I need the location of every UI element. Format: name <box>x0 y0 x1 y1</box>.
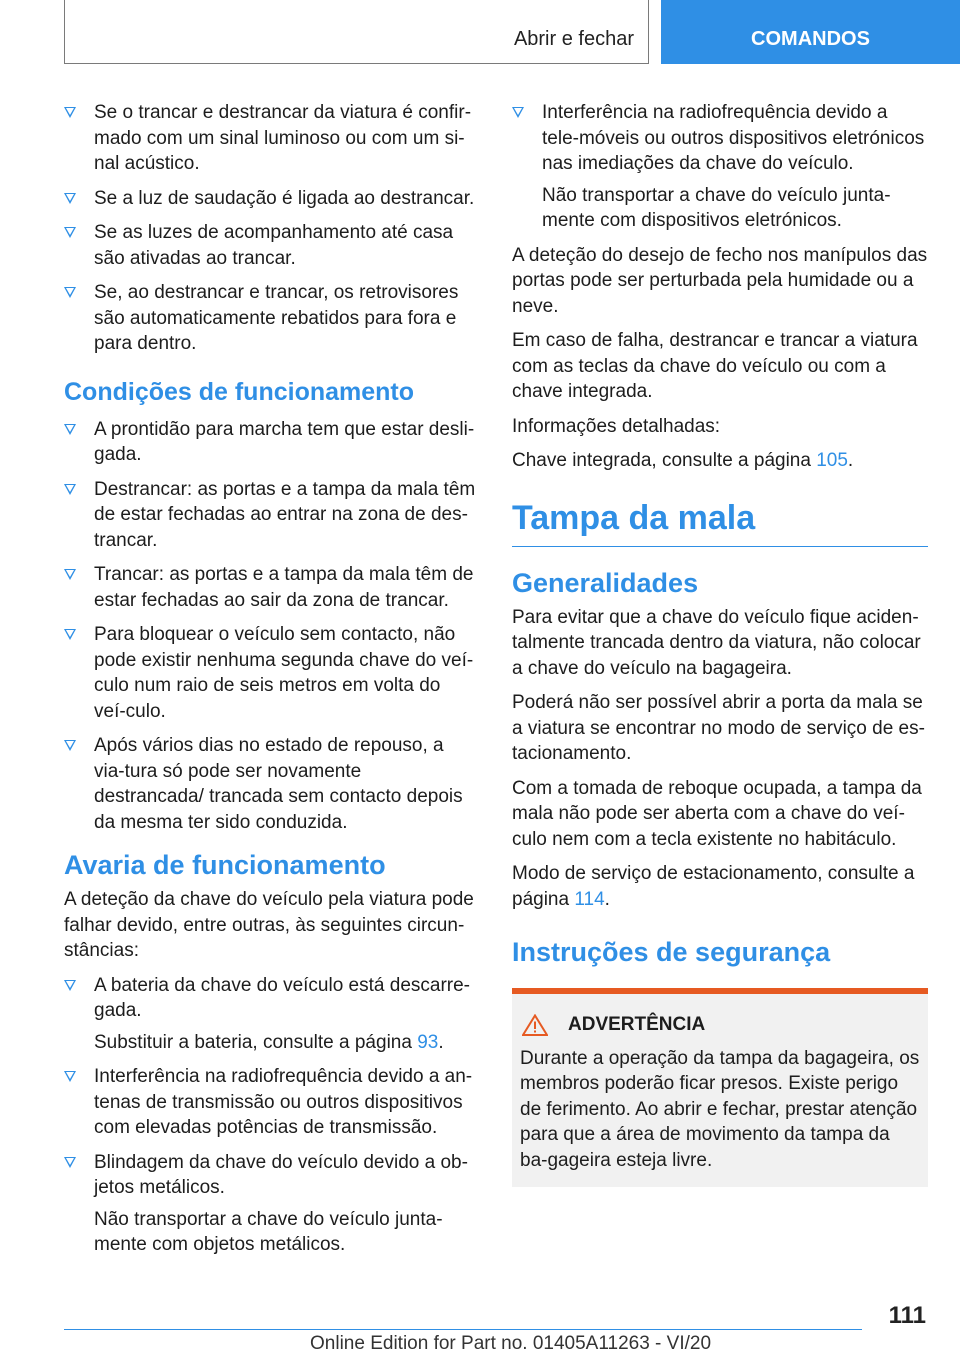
paragraph: Em caso de falha, destrancar e trancar a viatura com as teclas da chave do veículo ou com a chave integrada. <box>512 330 918 402</box>
warning-triangle-icon <box>522 1014 548 1036</box>
list-item: Destrancar: as portas e a tampa da mala têm de estar fechadas ao entrar na zona de des-trancar. <box>64 477 476 554</box>
bullet-triangle-icon <box>512 107 524 118</box>
bullet-triangle-icon <box>64 740 76 751</box>
list-item: A bateria da chave do veículo está descarre-gada. <box>64 973 476 1024</box>
page-link-114[interactable]: 114 <box>574 888 605 910</box>
header-chapter-tab <box>661 0 960 64</box>
bullet-triangle-icon <box>64 484 76 495</box>
list-item: A prontidão para marcha tem que estar desli-gada. <box>64 417 476 468</box>
bullet-triangle-icon <box>64 1157 76 1168</box>
list-item: Trancar: as portas e a tampa da mala têm de estar fechadas ao sair da zona de trancar. <box>64 562 476 613</box>
heading-general: Generalidades <box>512 567 699 598</box>
paragraph: Poderá não ser possível abrir a porta da mala se a viatura se encontrar no modo de serviço de es-tacionamento. <box>512 692 925 764</box>
footer-edition: Online Edition for Part no. 01405A11263 - VI/20 <box>310 1333 712 1354</box>
paragraph: Chave integrada, consulte a página 105. <box>512 450 854 471</box>
paragraph: Para evitar que a chave do veículo fique aciden-talmente trancada dentro da viatura, não colocar a chave do veículo na bagageira. <box>512 606 921 679</box>
list-item-note: Não transportar a chave do veículo junta-mente com objetos metálicos. <box>94 1208 443 1255</box>
heading-malfunction: Avaria de funcionamento <box>64 850 386 880</box>
warning-title: ADVERTÊNCIA <box>568 1014 706 1035</box>
list-item: Após vários dias no estado de repouso, a via-tura só pode ser novamente destrancada/ trancada sem contacto depois da mesma ter sido conduzida. <box>64 733 476 835</box>
list-item: Se a luz de saudação é ligada ao destrancar. <box>64 186 476 212</box>
warning-box <box>512 988 928 1187</box>
bullet-triangle-icon <box>64 424 76 435</box>
warning-text: Durante a operação da tampa da bagageira, os membros poderão ficar presos. Existe perigo de ferimento. Ao abrir e fechar, prestar atenção para que a área de movimento da tampa da ba-gageira esteja livre. <box>520 1047 920 1171</box>
paragraph: Informações detalhadas: <box>512 415 721 437</box>
list-item: Se, ao destrancar e trancar, os retrovisores são automaticamente rebatidos para fora e para dentro. <box>64 280 476 357</box>
bullet-triangle-icon <box>64 107 76 118</box>
list-item-note: Não transportar a chave do veículo junta-mente com dispositivos eletrónicos. <box>542 184 891 231</box>
list-item-note: Substituir a bateria, consulte a página 93. <box>94 1031 444 1053</box>
bullet-triangle-icon <box>64 287 76 298</box>
list-item: Para bloquear o veículo sem contacto, não pode existir nenhuma segunda chave do veí-culo num raio de seis metros em volta do veí-culo. <box>64 622 476 724</box>
right-column <box>512 100 928 1187</box>
paragraph: Modo de serviço de estacionamento, consulte a página 114. <box>512 863 915 910</box>
heading-trunk-lid: Tampa da mala <box>512 498 928 547</box>
bullet-triangle-icon <box>64 569 76 580</box>
heading-safety: Instruções de segurança <box>512 937 831 967</box>
list-item: Se o trancar e destrancar da viatura é confir-mado com um sinal luminoso ou com um si-nal acústico. <box>64 100 476 177</box>
paragraph: Com a tomada de reboque ocupada, a tampa da mala não pode ser aberta com a chave do veí-culo nem com a tecla existente no habitáculo. <box>512 777 922 850</box>
list-item: Interferência na radiofrequência devido a an-tenas de transmissão ou outros dispositivos com elevadas potências de transmissão. <box>64 1064 476 1141</box>
list-item: Interferência na radiofrequência devido a tele-móveis ou outros dispositivos eletrónicos nas imediações da chave do veículo. <box>512 100 928 177</box>
footer-divider <box>64 1329 862 1330</box>
bullet-triangle-icon <box>64 629 76 640</box>
bullet-triangle-icon <box>64 1071 76 1082</box>
heading-conditions: Condições de funcionamento <box>64 377 415 406</box>
bullet-triangle-icon <box>64 193 76 204</box>
paragraph: A deteção do desejo de fecho nos manípulos das portas pode ser perturbada pela humidade ou a neve. <box>512 244 928 317</box>
bullet-triangle-icon <box>64 980 76 991</box>
bullet-triangle-icon <box>64 227 76 238</box>
malfunction-intro: A deteção da chave do veículo pela viatura pode falhar devido, entre outras, às seguintes circun-stâncias: <box>64 889 474 961</box>
warning-header <box>520 1012 920 1038</box>
list-item: Se as luzes de acompanhamento até casa são ativadas ao trancar. <box>64 220 476 271</box>
list-item: Blindagem da chave do veículo devido a ob-jetos metálicos. <box>64 1150 476 1201</box>
left-column <box>64 100 476 1267</box>
header-chapter-label: COMANDOS <box>751 27 870 50</box>
page-link-93[interactable]: 93 <box>417 1031 439 1053</box>
page-link-105[interactable]: 105 <box>816 450 848 471</box>
header-section-title: Abrir e fechar <box>513 28 634 50</box>
page-number: 111 <box>888 1302 926 1329</box>
